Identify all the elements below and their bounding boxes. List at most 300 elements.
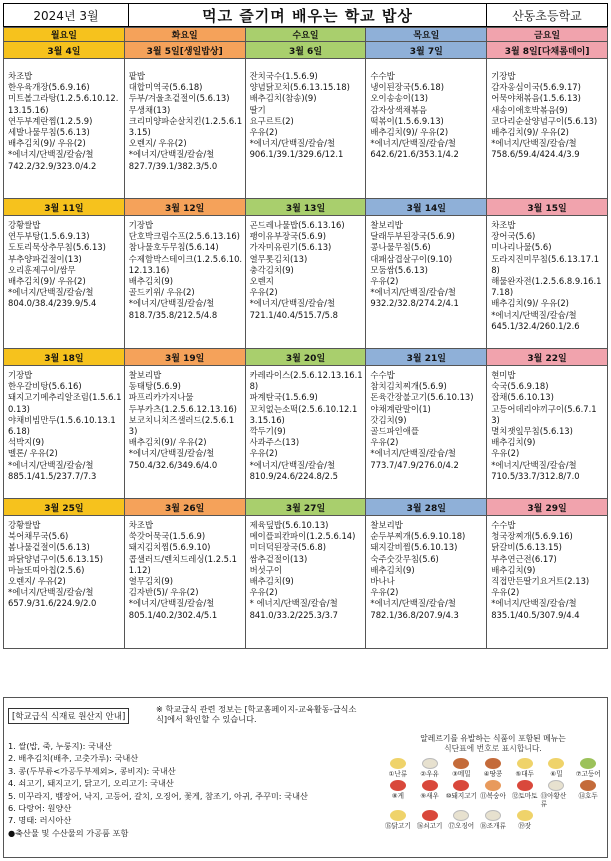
menu-line: 떡볶이(1.5.6.9.13) [370,115,444,126]
menu-line: 645.1/32.4/260.1/2.6 [491,320,580,331]
meal-plan-page [3,3,608,858]
menu-line: 감자상색채볶음 [370,104,428,115]
allergen-item [541,780,573,808]
menu-line: 배추김치(9)/ 우유(2) [491,298,569,309]
menu-cell [487,366,608,499]
weekday-monday: 월요일 [4,28,125,42]
date-row [4,199,608,216]
allergy-title: 알레르기를 유발하는 식품이 포함된 메뉴는 [420,734,566,743]
allergen-item [572,758,604,778]
menu-line: 우유(2) [370,437,399,448]
menu-line: 한우육개장(5.6.9.16) [8,82,90,93]
menu-line: 부추연근전(6.17) [491,553,557,564]
menu-line: 고등어데리야끼구이(5.6.7.13) [491,403,597,425]
school-name: 산동초등학교 [487,3,608,27]
weekday-tuesday: 화요일 [125,28,246,42]
menu-line: 강황쌀밥 [8,520,41,530]
menu-line: *에너지/단백질/칼슘/철 [370,138,456,149]
menu-line: 수수밥 [370,370,395,380]
menu-cell [366,516,487,649]
allergen-label: ③메밀 [451,770,471,778]
origin-title: [학교급식 식재료 원산지 안내] [8,708,129,724]
menu-line: 도토리묵상추무침(5.6.13) [8,242,106,253]
menu-line: 돼지고기메추리알조림(1.5.6.10.13) [8,392,122,414]
food-icon [453,810,469,821]
menu-line: 무생채(13) [128,104,171,115]
menu-line: 감자옹심이국(5.6.9.17) [491,82,581,93]
menu-line: 우유(2) [249,587,278,598]
allergen-label: ⑰오징어 [448,822,475,830]
date-cell: 3월 5일[생일밥상] [125,42,246,59]
menu-line: *에너지/단백질/칼슘/철 [370,287,456,298]
date-cell: 3월 22일 [487,349,608,366]
menu-line: 기장밥 [491,71,516,81]
menu-line: 열무톳김치(13) [249,253,308,264]
menu-line: *에너지/단백질/칼슘/철 [249,298,336,309]
menu-line: 충각김치(9) [249,264,294,275]
menu-cell [366,59,487,199]
food-icon [390,780,406,791]
menu-line: 새송이애호박볶음(9) [491,104,568,115]
menu-line: 직접만든딸기요거트(2.13) [491,576,590,587]
menu-line: 봄나물겉절이(5.6.13) [8,542,90,553]
menu-line: 코다리순살양념구이(5.6.13) [491,115,598,126]
food-icon [422,758,438,769]
menu-line: 참치김치찌개(5.6.9) [370,381,447,392]
menu-cell [125,216,246,349]
date-cell: 3월 15일 [487,199,608,216]
date-cell: 3월 21일 [366,349,487,366]
menu-line: 세발나물무침(5.6.13) [8,127,90,138]
header [3,3,608,27]
menu-line: 두부/겨울초겉절이(5.6.13) [128,93,230,104]
menu-line: 마늘또띠아칩(2.5.6) [8,564,85,575]
allergen-item [414,810,446,830]
allergen-item [445,780,477,808]
menu-line: 찰보리밥 [370,520,403,530]
menu-line: 미나리나물(5.6) [491,242,552,253]
allergen-item [382,810,414,830]
origin-list [8,740,363,839]
menu-line: 804.0/38.4/239.9/5.4 [8,298,97,309]
menu-line: 갓김치(9) [370,414,407,425]
menu-line: 수제함박스테이크(1.2.5.6.10.12.13.16) [128,253,243,275]
menu-line: 잡채(5.6.10.13) [491,392,554,403]
allergen-label: ⑩돼지고기 [445,792,477,800]
month-label: 2024년 3월 [3,3,129,27]
menu-line: *에너지/단백질/칼슘/철 [370,448,456,459]
allergen-label: ⑥밀 [550,770,563,778]
food-icon [390,758,406,769]
food-icon [517,758,533,769]
menu-line: 요구르트(2) [249,115,294,126]
allergen-item [382,758,414,778]
menu-line: 팽이유부장국(5.6.9) [249,231,326,242]
menu-line: 835.1/40.5/307.9/4.4 [491,609,580,620]
menu-line: 숙주숫갓무침(5.6) [370,553,439,564]
food-icon [453,780,469,791]
menu-line: 연두부탕(1.5.6.9.13) [8,231,90,242]
allergen-label: ⑧게 [391,792,404,800]
menu-line: 석박지(9) [8,437,45,448]
menu-line: *에너지/단백질/칼슘/철 [8,587,94,598]
allergen-grid [382,758,604,830]
date-cell: 3월 26일 [125,499,246,516]
origin-item: 5. 미꾸라지, 뱀장어, 낙지, 고등어, 갈치, 오징어, 꽃게, 참조기, 아귀, 주꾸미: 국내산 [8,790,308,801]
menu-line: 710.5/33.7/312.8/7.0 [491,470,580,481]
weekday-thursday: 목요일 [366,28,487,42]
food-icon [580,780,596,791]
date-cell: 3월 12일 [125,199,246,216]
menu-line: 오렌지/ 우유(2) [8,576,66,587]
allergen-label: ⑤대두 [515,770,535,778]
allergen-label: ①난류 [388,770,408,778]
date-cell: 3월 25일 [4,499,125,516]
menu-line: 차조밥 [491,220,516,230]
menu-line: 골드파인애플 [370,426,419,437]
menu-line: *에너지/단백질/칼슘/철 [128,448,215,459]
menu-line: 642.6/21.6/353.1/4.2 [370,149,459,160]
menu-line: 메이플피칸파이(1.2.5.6.14) [249,531,356,542]
date-cell: 3월 20일 [246,349,367,366]
menu-cell [4,59,125,199]
date-cell: 3월 29일 [487,499,608,516]
menu-row [4,216,608,349]
menu-cell [125,366,246,499]
menu-line: *에너지/단백질/칼슘/철 [8,287,94,298]
menu-line: *에너지/단백질/칼슘/철 [128,298,215,309]
menu-line: 배추김치(9)/ 우유(2) [8,138,86,149]
menu-line: *에너지/단백질/칼슘/철 [249,138,336,149]
menu-cell [366,216,487,349]
menu-line: 숙국(5.6.9.18) [491,381,549,392]
menu-line: 우유(2) [249,127,278,138]
date-cell: 3월 28일 [366,499,487,516]
menu-cell [487,59,608,199]
menu-line: 대패삼겹살구이(9.10) [370,253,453,264]
menu-cell [4,516,125,649]
menu-line: 참나물호두무침(5.6.14) [128,242,219,253]
menu-line: 우유(2) [491,587,520,598]
menu-line: *에너지/단백질/칼슘/철 [128,598,215,609]
menu-line: 해물완자전(1.2.5.6.8.9.16.17.18) [491,276,602,298]
allergen-item [477,780,509,808]
food-icon [517,810,533,821]
date-cell: 3월 7일 [366,42,487,59]
menu-line: 885.1/41.5/237.7/7.3 [8,470,97,481]
menu-line: 멜론/ 우유(2) [8,448,58,459]
menu-cell [366,366,487,499]
menu-line: 쌈추겉절이(13) [249,553,308,564]
menu-line: 배추김치(9)/ 우유(2) [128,437,207,448]
menu-cell [246,516,367,649]
food-icon [580,758,596,769]
menu-line: 오렌지/ 우유(2) [128,138,187,149]
allergen-item [477,758,509,778]
menu-line: 827.7/39.1/382.3/5.0 [128,160,218,171]
menu-line: 청국장찌개(5.6.9.16) [491,531,573,542]
menu-line: *에너지/단백질/칼슘/철 [491,309,577,320]
date-cell: 3월 18일 [4,349,125,366]
origin-item: 6. 다랑어: 원양산 [8,803,72,814]
menu-line: 721.1/40.4/515.7/5.8 [249,309,338,320]
menu-line: 906.1/39.1/329.6/12.1 [249,149,344,160]
menu-line: 찰보리밥 [128,370,162,380]
food-icon [485,810,501,821]
menu-line: 바나나 [370,576,395,587]
allergen-label: ⑯쇠고기 [416,822,443,830]
menu-line: 골드키위/ 우유(2) [128,287,195,298]
date-cell: 3월 14일 [366,199,487,216]
allergen-item [477,810,509,830]
menu-line: 닭갈비(5.6.13.15) [491,542,562,553]
menu-line: 열무김치(9) [128,576,174,587]
menu-line: 파닭양념구이(5.6.13.15) [8,553,104,564]
origin-item: 1. 쌀(밥, 죽, 누룽지): 국내산 [8,741,112,751]
menu-line: 배추김치(참송)(9) [249,93,317,104]
allergen-item [541,758,573,778]
menu-line: 우유(2) [370,276,399,287]
menu-line: 배추김치(9) [128,276,174,287]
allergen-item [382,780,414,808]
menu-line: 배추김치(9) [491,437,536,448]
menu-line: 장어국(5.6) [491,231,536,242]
menu-line: 773.7/47.9/276.0/4.2 [370,459,459,470]
menu-line: 현미밥 [491,370,516,380]
date-row [4,349,608,366]
food-icon [422,780,438,791]
menu-line: *에너지/단백질/칼슘/철 [128,149,215,160]
date-row [4,42,608,59]
menu-line: 미더덕된장국(5.6.8) [249,542,326,553]
origin-note: ※ 학교급식 관련 정보는 [학교홈페이지-교육활동-급식소식]에서 확인할 수 있습니다. [156,704,357,724]
menu-line: 742.2/32.9/323.0/4.2 [8,160,97,171]
menu-line: 750.4/32.6/349.6/4.0 [128,459,218,470]
allergen-label: ⑪복숭아 [480,792,506,800]
origin-item: 2. 배추김치(배추, 고춧가루): 국내산 [8,753,139,764]
origin-info [8,704,363,839]
allergen-item [445,810,477,830]
menu-line: 부추양파겉절이(13) [8,253,82,264]
menu-line: 야채계란말이(1) [370,403,431,414]
allergen-item [414,780,446,808]
menu-line: 파계탄국(1.5.6.9) [249,392,318,403]
menu-row [4,366,608,499]
menu-line: 제육덮밥(5.6.10.13) [249,520,329,530]
menu-line: 동태탕(5.6.9) [128,381,181,392]
menu-line: 쑥갓어묵국(1.5.6.9) [128,531,206,542]
allergy-legend [382,734,604,854]
allergen-item [572,780,604,808]
menu-line: 782.1/36.8/207.9/4.3 [370,609,459,620]
allergy-subtitle: 식단표에 번호로 표시합니다. [444,744,542,753]
menu-line: * 에너지/단백질/칼슘/철 [249,598,338,609]
menu-line: 932.2/32.8/274.2/4.1 [370,298,459,309]
menu-line: *에너지/단백질/칼슘/철 [491,598,577,609]
menu-cell [125,516,246,649]
allergen-item [509,758,541,778]
food-icon [485,780,501,791]
menu-line: 강황쌀밥 [8,220,41,230]
weekday-friday: 금요일 [487,28,608,42]
footer [3,697,608,858]
food-icon [517,780,533,791]
menu-line: 배추김치(9)/ 우유(2) [491,127,569,138]
menu-line: 차조밥 [128,520,154,530]
menu-line: 보코치니치즈샐러드(2.5.6.13) [128,414,235,437]
menu-line: 수수밥 [491,520,516,530]
menu-line: 크리미양파순살치킨(1.2.5.6.13.15) [128,115,243,138]
menu-line: *에너지/단백질/칼슘/철 [249,459,336,470]
allergen-item [445,758,477,778]
menu-line: 대합미역국(5.6.18) [128,82,203,93]
weekday-wednesday: 수요일 [246,28,367,42]
allergen-label: ⑬아황산류 [540,792,567,808]
menu-line: 연두부계란찜(1.2.5.9) [8,115,93,126]
menu-line: 오렌지 [249,276,274,287]
menu-cell [246,59,367,199]
menu-line: 냉이된장국(5.6.18) [370,82,445,93]
menu-line: 양념닭꼬치(5.6.13.15.18) [249,82,350,93]
menu-line: 팥밥 [128,71,145,81]
food-icon [390,810,406,821]
allergen-label: ⑨새우 [420,792,439,800]
menu-line: 딸기 [249,104,266,115]
menu-line: 모둠쌈(5.6.13) [370,264,428,275]
allergen-item [509,810,541,830]
allergen-label: ④땅콩 [483,770,503,778]
menu-line: 버섯구이 [249,564,282,575]
food-icon [548,758,564,769]
menu-line: 사과주스(13) [249,437,300,448]
menu-line: 810.9/24.6/224.8/2.5 [249,470,338,481]
menu-line: 758.6/59.4/424.4/3.9 [491,149,580,160]
menu-line: 배추김치(9) [249,576,294,587]
food-icon [485,758,501,769]
menu-line: 파프리카가지나물 [128,392,194,403]
allergen-label: ⑭호두 [578,792,598,800]
menu-line: 805.1/40.2/302.4/5.1 [128,609,218,620]
menu-line: 야채비빔만두(1.5.6.10.13.16.18) [8,414,116,437]
menu-line: 돈육간장불고기(5.6.10.13) [370,392,474,403]
menu-line: 오리훈제구이/쌈무 [8,264,76,275]
allergen-label: ②우유 [420,770,439,778]
menu-line: 배추김치(9) [370,564,415,575]
origin-item: 4. 쇠고기, 돼지고기, 닭고기, 오리고기: 국내산 [8,778,174,789]
food-icon [422,810,438,821]
menu-line: 우유(2) [491,448,520,459]
menu-line: 돼지갈비찜(5.6.10.13) [370,542,458,553]
menu-line: 김자반(5)/ 우유(2) [128,587,199,598]
menu-line: *에너지/단백질/칼슘/철 [491,459,577,470]
menu-line: 도라지진미무침(5.6.13.17.18) [491,253,600,275]
allergen-label: ⑦고등어 [575,770,601,778]
menu-line: 깍두기(9) [249,426,286,437]
allergen-label: ⑫토마토 [511,792,538,800]
origin-item: 7. 명태: 러시아산 [8,815,72,826]
origin-item: ●축산물 및 수산물의 가공품 포함 [8,827,129,838]
menu-cell [246,366,367,499]
menu-line: 콩나물무침(5.6) [370,242,431,253]
menu-line: 오이송송이(13) [370,93,429,104]
menu-cell [4,216,125,349]
menu-line: 가자미유린기(5.6.13) [249,242,332,253]
menu-row [4,516,608,649]
food-icon [548,780,564,791]
menu-cell [125,59,246,199]
menu-line: 돼지김치찜(5.6.9.10) [128,542,211,553]
allergen-label: ⑱조개류 [480,822,506,830]
date-row [4,499,608,516]
date-cell: 3월 6일 [246,42,367,59]
menu-line: 북어채무국(5.6) [8,531,69,542]
menu-line: 곤드레나물밥(5.6.13.16) [249,220,345,230]
menu-line: 818.7/35.8/212.5/4.8 [128,309,218,320]
menu-line: 657.9/31.6/224.9/2.0 [8,598,97,609]
menu-line: 우유(2) [370,587,399,598]
menu-cell [487,516,608,649]
date-cell: 3월 19일 [125,349,246,366]
date-cell: 3월 4일 [4,42,125,59]
allergen-item [509,780,541,808]
menu-line: 미트볼그라탕(1.2.5.6.10.12.13.15.16) [8,93,119,115]
menu-line: 수수밥 [370,71,395,81]
allergen-label: ⑮닭고기 [385,822,411,830]
menu-line: 841.0/33.2/225.3/3.7 [249,609,338,620]
date-cell: 3월 27일 [246,499,367,516]
origin-item: 3. 콩(두부류<가공두부제외>, 콩비지): 국내산 [8,765,176,776]
menu-line: 멸치잿잎무침(5.6.13) [491,426,573,437]
menu-line: 순두부찌개(5.6.9.10.18) [370,531,466,542]
menu-line: 우유(2) [249,287,278,298]
allergen-label: ⑲잣 [518,822,532,830]
menu-line: 기장밥 [8,370,33,380]
date-cell: 3월 13일 [246,199,367,216]
menu-row [4,59,608,199]
menu-line: 차조밥 [8,71,33,81]
menu-line: *에너지/단백질/칼슘/철 [8,459,94,470]
menu-line: 배추김치(9) [491,564,536,575]
menu-line: 단호박크림수프(2.5.6.13.16) [128,231,240,242]
menu-cell [4,366,125,499]
menu-cell [487,216,608,349]
menu-line: 찰보리밥 [370,220,403,230]
menu-line: 어묵야채볶음(1.5.6.13) [491,93,581,104]
menu-cell [246,216,367,349]
menu-line: 달래두부된장국(5.6.9) [370,231,455,242]
menu-line: 콥샐러드/렌치드레싱(1.2.5.11.12) [128,553,237,575]
menu-line: 배추김치(9)/ 우유(2) [370,127,449,138]
menu-grid [3,27,608,649]
date-cell: 3월 11일 [4,199,125,216]
menu-line: 두부카츠(1.2.5.6.12.13.16) [128,403,237,414]
menu-line: 잔치국수(1.5.6.9) [249,71,318,81]
menu-line: *에너지/단백질/칼슘/철 [8,149,94,160]
menu-line: 카레라이스(2.5.6.12.13.16.18) [249,370,363,392]
menu-line: 한우갈비탕(5.6.16) [8,381,82,392]
weekday-header-row [4,28,608,42]
menu-line: 꼬치없는소떡(2.5.6.10.12.13.15.16) [249,403,358,425]
menu-line: 기장밥 [128,220,154,230]
menu-line: *에너지/단백질/칼슘/철 [370,598,456,609]
menu-line: *에너지/단백질/칼슘/철 [491,138,577,149]
page-title: 먹고 즐기며 배우는 학교 밥상 [129,3,487,27]
date-cell: 3월 8일[다채롬데이] [487,42,608,59]
food-icon [453,758,469,769]
menu-line: 우유(2) [249,448,278,459]
menu-line: 배추김치(9)/ 우유(2) [8,276,86,287]
allergen-item [414,758,446,778]
